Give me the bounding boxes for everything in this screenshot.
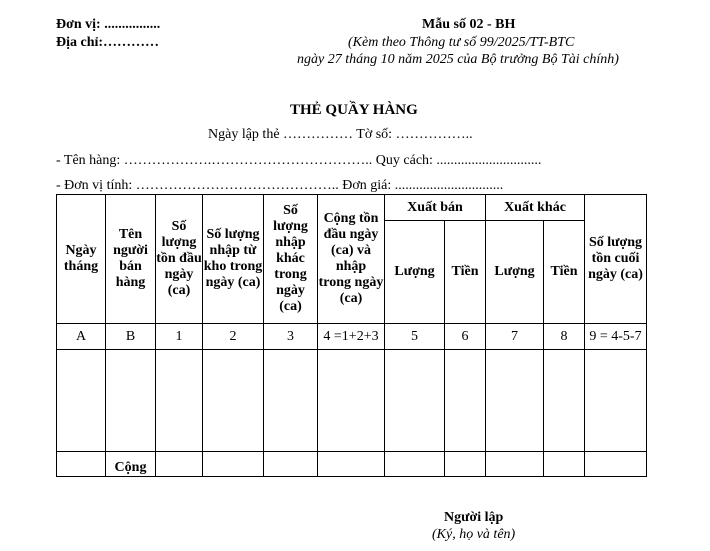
form-number: Mẫu số 02 - BH [422,17,516,32]
index-cell: 2 [203,324,264,350]
table-row [57,350,647,452]
entry-cell[interactable] [318,350,385,452]
unit-label: Đơn vị: ................ [56,17,161,32]
entry-cell[interactable] [264,452,318,477]
unit-price-line: - Đơn vị tính: …………………………………….. Đơn giá: ............................... [56,178,504,193]
total-label: Cộng [106,452,156,477]
entry-cell[interactable] [385,350,445,452]
entry-cell[interactable] [264,350,318,452]
signature-title: Người lập [444,510,504,525]
header-cong-ton: Cộng tồn đầu ngày (ca) và nhập trong ngày (ca) [318,195,385,324]
entry-cell[interactable] [57,452,106,477]
entry-cell[interactable] [106,350,156,452]
header-sl-ton-cuoi: Số lượng tồn cuối ngày (ca) [585,195,647,324]
circular-reference-2: ngày 27 tháng 10 năm 2025 của Bộ trưởng Bộ Tài chính) [297,52,619,67]
header-luong-khac: Lượng [486,221,544,324]
entry-cell[interactable] [486,350,544,452]
entry-cell[interactable] [156,350,203,452]
entry-cell[interactable] [318,452,385,477]
header-sl-nhap-khac: Số lượng nhập khác trong ngày (ca) [264,195,318,324]
header-luong-ban: Lượng [385,221,445,324]
header-ten-nguoi-ban: Tên người bán hàng [106,195,156,324]
entry-cell[interactable] [203,350,264,452]
index-cell: 8 [544,324,585,350]
index-cell: 3 [264,324,318,350]
page-title: THẺ QUẦY HÀNG [290,102,418,118]
header-sl-nhap-kho: Số lượng nhập từ kho trong ngày (ca) [203,195,264,324]
header-ngay-thang: Ngày tháng [57,195,106,324]
header-tien-ban: Tiền [445,221,486,324]
circular-reference-1: (Kèm theo Thông tư số 99/2025/TT-BTC [348,35,575,50]
index-cell: 9 = 4-5-7 [585,324,647,350]
index-cell: A [57,324,106,350]
entry-cell[interactable] [385,452,445,477]
index-cell: 4 =1+2+3 [318,324,385,350]
counter-card-table [56,194,647,477]
total-row [57,452,647,477]
index-cell: 5 [385,324,445,350]
index-row [57,324,647,350]
product-name-line: - Tên hàng: ……………….…………………………….. Quy cách: .............................. [56,153,542,168]
entry-cell[interactable] [585,350,647,452]
entry-cell[interactable] [445,452,486,477]
entry-cell[interactable] [544,350,585,452]
index-cell: 7 [486,324,544,350]
index-cell: 1 [156,324,203,350]
entry-cell[interactable] [445,350,486,452]
index-cell: B [106,324,156,350]
signature-note: (Ký, họ và tên) [432,527,516,542]
entry-cell[interactable] [486,452,544,477]
header-xuat-khac: Xuất khác [486,195,585,221]
address-label: Địa chỉ:………… [56,35,160,50]
date-line: Ngày lập thẻ …………… Tờ số: …………….. [208,127,473,142]
entry-cell[interactable] [203,452,264,477]
entry-cell[interactable] [57,350,106,452]
header-tien-khac: Tiền [544,221,585,324]
index-cell: 6 [445,324,486,350]
entry-cell[interactable] [544,452,585,477]
header-sl-ton-dau: Số lượng tồn đầu ngày (ca) [156,195,203,324]
header-xuat-ban: Xuất bán [385,195,486,221]
entry-cell[interactable] [156,452,203,477]
entry-cell[interactable] [585,452,647,477]
